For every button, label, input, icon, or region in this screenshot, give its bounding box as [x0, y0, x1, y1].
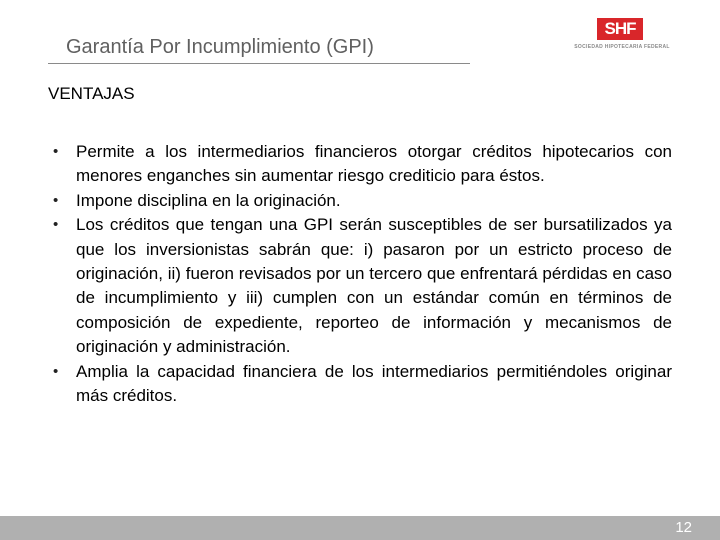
section-heading: VENTAJAS [48, 84, 135, 103]
bullet-list [48, 140, 672, 408]
bullet-text: Amplia la capacidad financiera de los intermediarios permitiéndoles originar más créditos. [76, 361, 672, 406]
bullet-item [48, 140, 672, 189]
bullet-item [48, 189, 672, 213]
slide-title: Garantía Por Incumplimiento (GPI) [66, 36, 374, 58]
bullet-item [48, 360, 672, 409]
page-number: 12 [675, 519, 692, 536]
logo-tagline: SOCIEDAD HIPOTECARIA FEDERAL [574, 44, 670, 50]
footer-bar [0, 516, 720, 540]
shf-logo [570, 18, 674, 54]
bullet-dot-icon: • [53, 216, 59, 234]
bullet-text: Permite a los intermediarios financieros otorgar créditos hipotecarios con menores enganches sin aumentar riesgo crediticio para éstos. [76, 142, 672, 186]
bullet-text: Los créditos que tengan una GPI serán susceptibles de ser bursatilizados ya que los inversionistas sabrán que: i) pasaron por un estricto proceso de originación, ii) fueron revisados por un tercero que enfrentará pérdidas en caso de incumplimiento y iii) cumplen con un estándar común en términos de composición de expediente, reporteo de información y mecanismos de originación y administración. [76, 215, 672, 357]
bullet-dot-icon: • [53, 362, 59, 380]
bullet-dot-icon: • [53, 143, 59, 160]
bullet-text: Impone disciplina en la originación. [76, 190, 341, 210]
logo-mark-text: SHF [604, 19, 636, 38]
logo-mark [597, 18, 643, 40]
bullet-item [48, 213, 672, 359]
title-underline [48, 63, 470, 64]
bullet-dot-icon: • [53, 191, 59, 209]
